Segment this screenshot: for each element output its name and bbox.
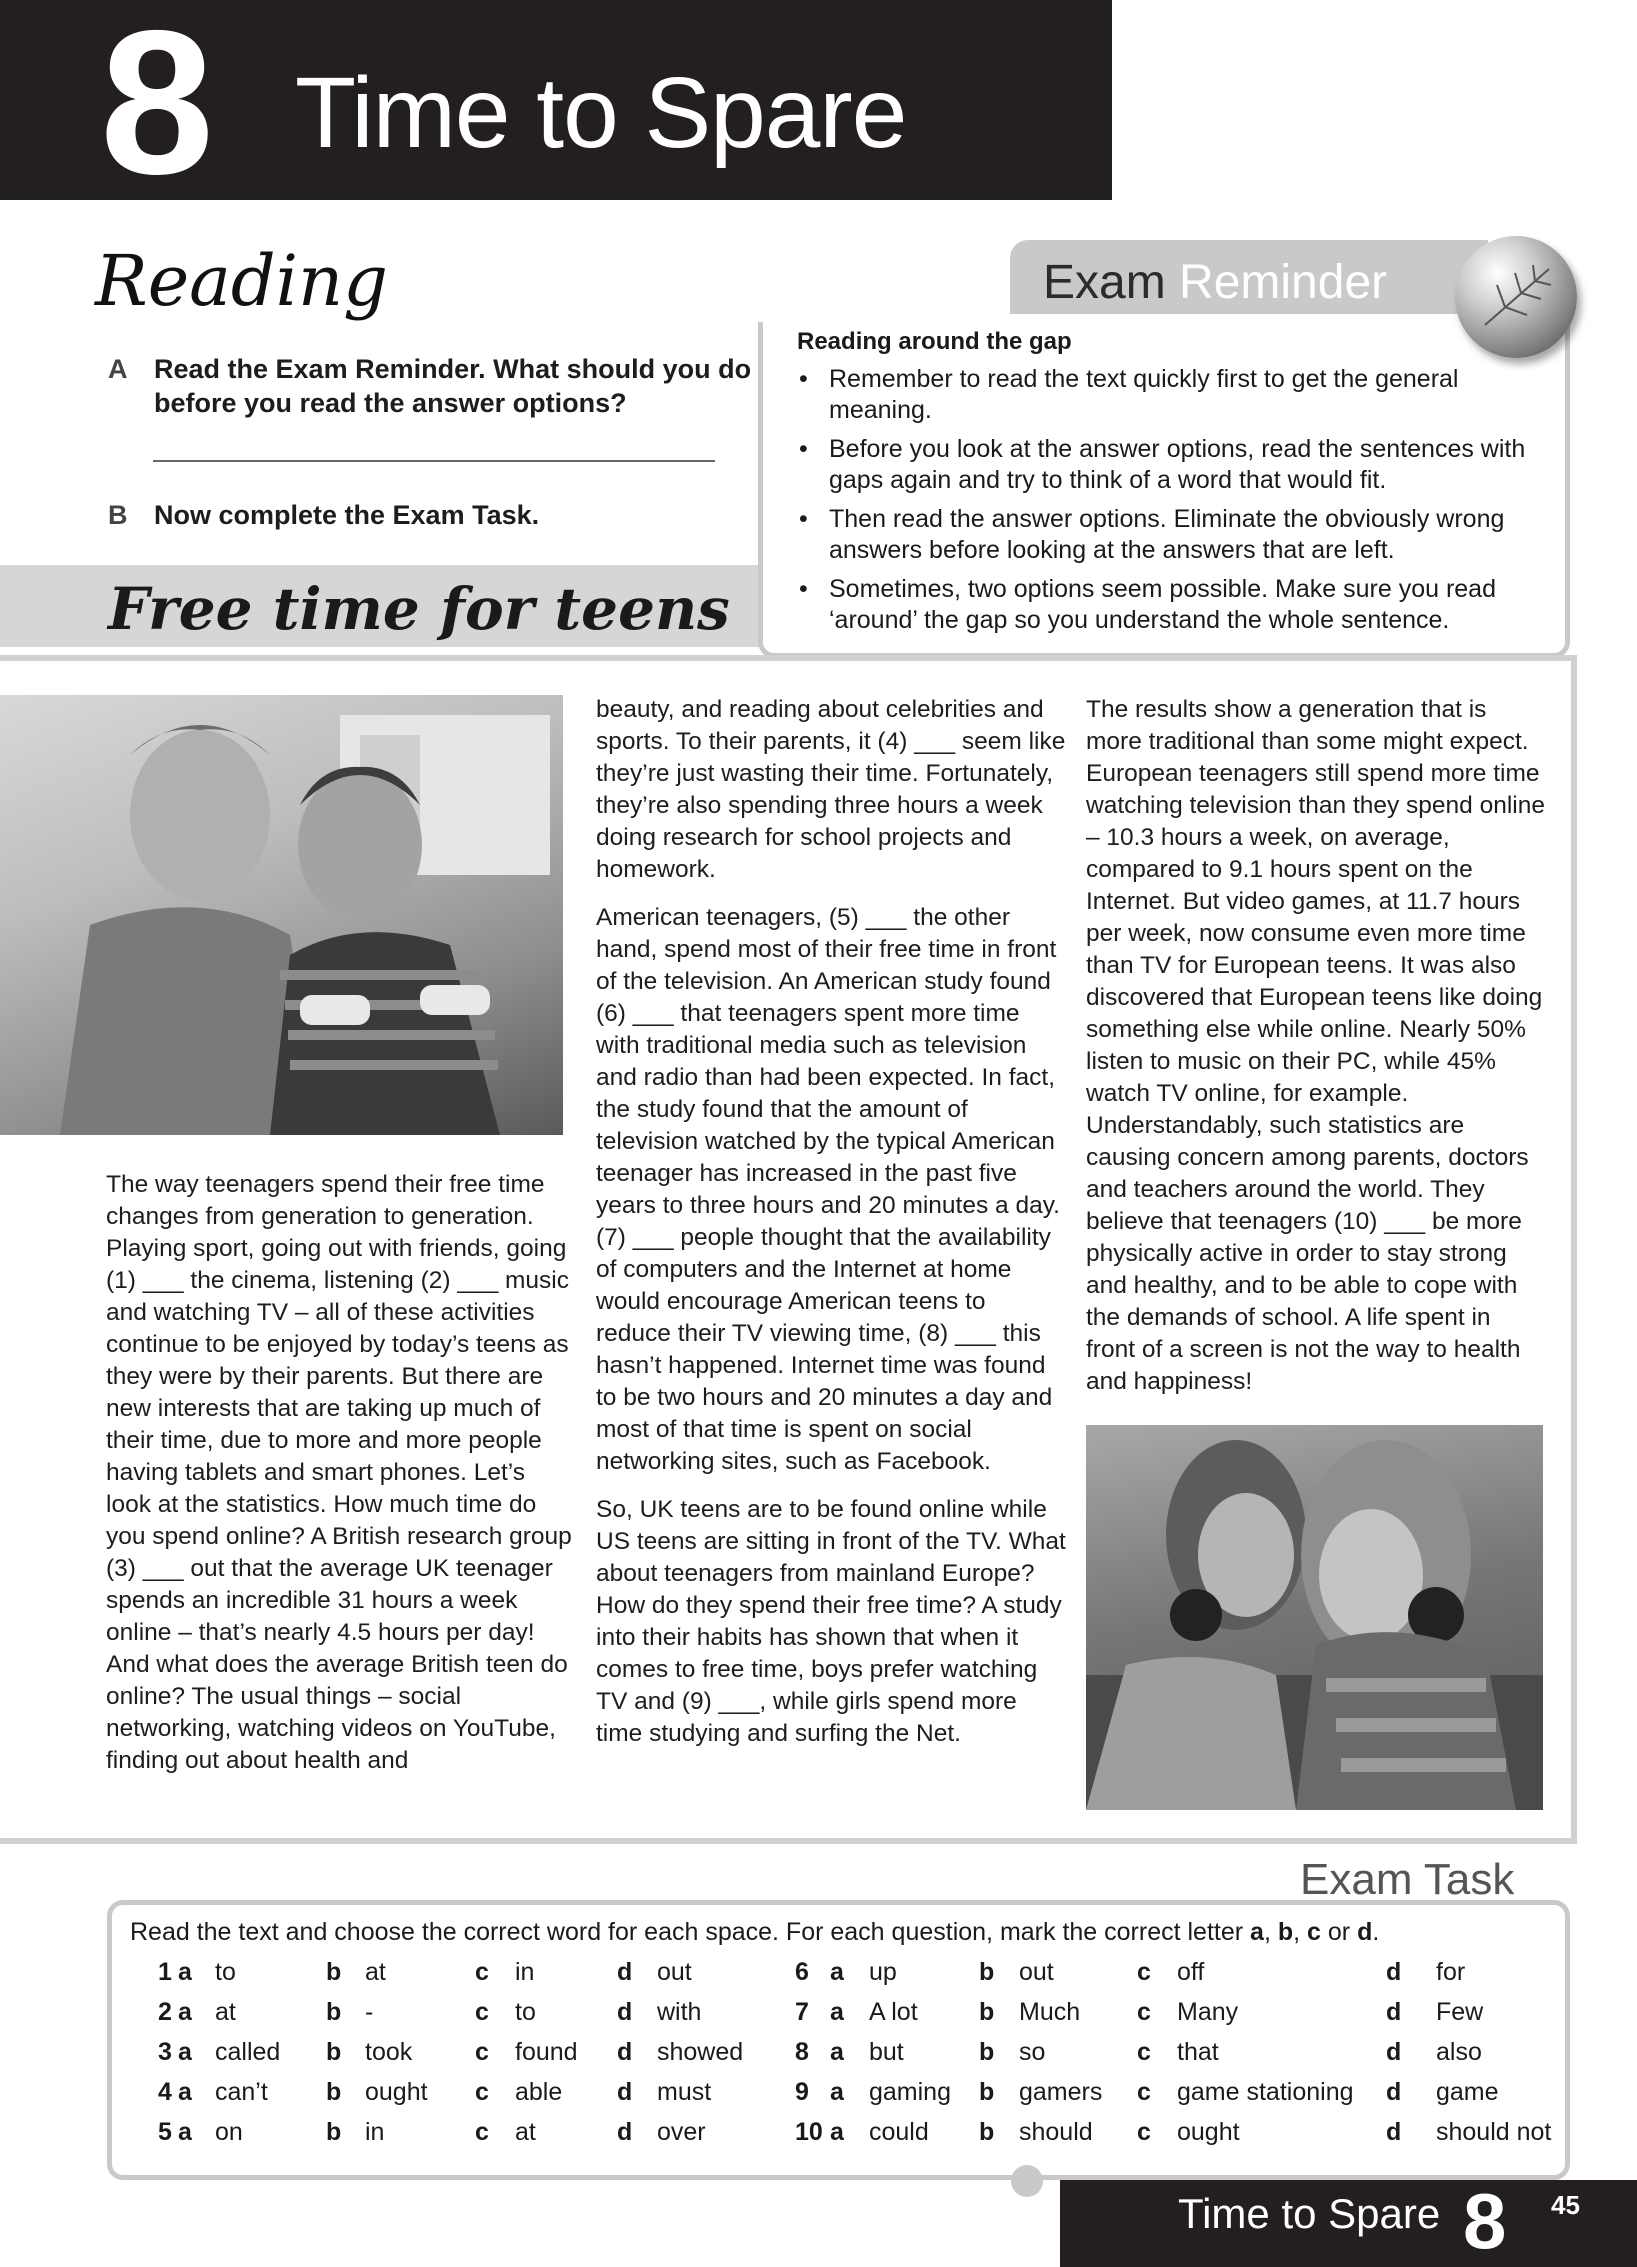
option-letter-a: a (178, 2078, 192, 2106)
option-letter-c: c (1137, 2038, 1151, 2066)
option-letter-a: a (178, 1958, 192, 1986)
article-column-3 (1086, 694, 1546, 1414)
option-letter-b: b (979, 2078, 995, 2106)
option-d[interactable]: also (1436, 2038, 1482, 2066)
task-box-dot (1011, 2165, 1043, 2197)
option-b[interactable]: out (1019, 1958, 1054, 1986)
option-d[interactable]: over (657, 2118, 706, 2146)
footer-title: Time to Spare (1178, 2190, 1441, 2237)
article-paragraph: American teenagers, (5) ___ the other hand, spend most of their free time in front of the television. An American study found (6) ___ that teenagers spent more time with traditional media such as television and radio than had been expected. In fact, the study found that the amount of television watched by the typical American teenager has increased in the past five years to three hours and 20 minutes a day. (7) ___ people thought that the availability of computers and the Internet at home would encourage American teens to reduce their TV viewing time, (8) ___ this hasn’t happened. Internet time was found to be two hours and 20 minutes a day and most of that time is spent on social networking sites, such as Facebook. (596, 904, 1060, 1475)
option-letter-d: d (1386, 2078, 1402, 2106)
exam-task-label: Exam Task (1300, 1855, 1515, 1904)
option-c[interactable]: off (1177, 1958, 1205, 1986)
exam-reminder-word1: Exam (1043, 256, 1166, 309)
exam-reminder-list (797, 364, 1547, 644)
option-a[interactable]: could (869, 2118, 929, 2146)
question-number: 4 (158, 2078, 172, 2106)
option-letter-b: b (979, 2118, 995, 2146)
article-paragraph: beauty, and reading about celebrities and sports. To their parents, it (4) ___ seem like they’re just wasting their time. Fortunately, they’re also spending three hours a week doing research for school projects and homework. (596, 696, 1066, 883)
option-letter-b: b (326, 1958, 342, 1986)
option-a[interactable]: at (215, 1998, 236, 2026)
option-a[interactable]: called (215, 2038, 281, 2066)
exam-reminder-bullet: • Then read the answer options. Eliminate the obviously wrong answers before looking at the answers that are left. (797, 504, 1547, 566)
page-number: 45 (1551, 2190, 1580, 2220)
exam-reminder-bullet: • Before you look at the answer options, read the sentences with gaps again and try to think of a word that would fit. (797, 434, 1547, 496)
question-number: 5 (158, 2118, 172, 2146)
article-title: Free time for teens (108, 575, 730, 643)
article-paragraph: The results show a generation that is more traditional than some might expect. European teenagers still spend more time watching television than they spend online – 10.3 hours a week, on average, compared to 9.1 hours spent on the Internet. But video games, at 11.7 hours per week, now consume even more time than TV for European teens. It was also discovered that European teens like doing something else while online. Nearly 50% listen to music on their PC, while 45% watch TV online, for example. Understandably, such statistics are causing concern among parents, doctors and teachers around the world. They believe that teenagers (10) ___ be more physically active in order to stay strong and healthy, and to be able to cope with the demands of school. A life spent in front of a screen is not the way to health and happiness! (1086, 696, 1546, 1395)
option-letter-b: b (979, 2038, 995, 2066)
option-d[interactable]: with (657, 1998, 702, 2026)
option-letter-b: b (326, 2118, 342, 2146)
option-d[interactable]: Few (1436, 1998, 1484, 2026)
option-letter-d: d (617, 2078, 633, 2106)
footer-unit-number: 8 (1463, 2177, 1507, 2265)
option-letter-d: d (1386, 2038, 1402, 2066)
option-letter-a: a (830, 2078, 844, 2106)
option-a[interactable]: gaming (869, 2078, 951, 2106)
option-b[interactable]: - (365, 1998, 374, 2026)
exam-reminder-bullet: • Sometimes, two options seem possible. Make sure you read ‘around’ the gap so you understand the whole sentence. (797, 574, 1547, 636)
exam-task-instruction-main: Read the text and choose the correct word for each space. For each question, mark the correct letter (130, 1918, 1251, 1946)
option-b[interactable]: gamers (1019, 2078, 1103, 2106)
exam-task-instruction-c: c (1307, 1918, 1321, 1946)
option-letter-b: b (979, 1958, 995, 1986)
option-b[interactable]: so (1019, 2038, 1046, 2066)
option-a[interactable]: on (215, 2118, 243, 2146)
article-paragraph: The way teenagers spend their free time changes from generation to generation. Playing sport, going out with friends, going (1) ___ the cinema, listening (2) ___ music and watching TV – all of these activities continue to be enjoyed by today’s teens as they were by their parents. But there are new interests that are taking up much of their time, due to more and more people having tablets and smart phones. Let’s look at the statistics. How much time do you spend online? A British research group (3) ___ out that the average UK teenager spends an incredible 31 hours a week online – that’s nearly 4.5 hours per day! And what does the average British teen do online? The usual things – social networking, watching videos on YouTube, finding out about health and (106, 1171, 572, 1774)
option-letter-a: a (178, 1998, 192, 2026)
option-b[interactable]: in (365, 2118, 385, 2146)
question-number: 6 (795, 1958, 809, 1986)
question-number: 10 (795, 2118, 823, 2146)
option-a[interactable]: up (869, 1958, 897, 1986)
option-letter-b: b (326, 1998, 342, 2026)
exam-reminder-word2: Reminder (1179, 256, 1388, 309)
option-c[interactable]: ought (1177, 2118, 1240, 2146)
option-letter-b: b (979, 1998, 995, 2026)
option-c[interactable]: at (515, 2118, 536, 2146)
option-b[interactable]: at (365, 1958, 386, 1986)
option-d[interactable]: out (657, 1958, 692, 1986)
option-d[interactable]: showed (657, 2038, 744, 2066)
option-letter-c: c (475, 1998, 489, 2026)
option-letter-a: a (830, 2038, 844, 2066)
option-d[interactable]: should not (1436, 2118, 1552, 2146)
option-d[interactable]: game (1436, 2078, 1499, 2106)
option-d[interactable]: must (657, 2078, 712, 2106)
option-letter-c: c (475, 1958, 489, 1986)
exam-reminder-bullet: • Remember to read the text quickly first to get the general meaning. (797, 364, 1547, 426)
option-d[interactable]: for (1436, 1958, 1466, 1986)
option-letter-c: c (1137, 1998, 1151, 2026)
unit-number: 8 (100, 0, 211, 217)
option-letter-a: a (830, 1998, 844, 2026)
exam-task-instruction-sep: , (1293, 1918, 1308, 1946)
option-c[interactable]: Many (1177, 1998, 1239, 2026)
option-a[interactable]: can’t (215, 2078, 268, 2106)
exam-task-instruction-b: b (1277, 1918, 1294, 1946)
option-letter-d: d (1386, 2118, 1402, 2146)
exam-task-instruction-a: a (1250, 1918, 1264, 1946)
article-paragraph: So, UK teens are to be found online while US teens are sitting in front of the TV. What about teenagers from mainland Europe? How do they spend their free time? A study into their habits has shown that when it comes to free time, boys prefer watching TV and (9) ___, while girls spend more time studying and surfing the Net. (596, 1496, 1066, 1747)
photo-girls-headphones (1086, 1425, 1543, 1810)
option-a[interactable]: A lot (869, 1998, 918, 2026)
exam-task-instruction-sep: , (1263, 1918, 1278, 1946)
option-letter-c: c (1137, 2118, 1151, 2146)
option-letter-c: c (475, 2118, 489, 2146)
exam-task-instruction-d: d (1357, 1918, 1373, 1946)
option-letter-a: a (178, 2118, 192, 2146)
option-b[interactable]: Much (1019, 1998, 1081, 2026)
instruction-b-letter: B (108, 500, 128, 530)
question-number: 2 (158, 1998, 172, 2026)
instruction-a-text: Read the Exam Reminder. What should you do before you read the answer options? (154, 354, 752, 418)
option-c[interactable]: to (515, 1998, 536, 2026)
option-letter-c: c (475, 2038, 489, 2066)
question-number: 1 (158, 1958, 172, 1986)
option-letter-d: d (1386, 1998, 1402, 2026)
option-a[interactable]: but (869, 2038, 904, 2066)
exam-task-instruction-end: . (1372, 1918, 1380, 1946)
option-letter-d: d (617, 1998, 633, 2026)
option-letter-c: c (1137, 1958, 1151, 1986)
leaf-vein-icon (1475, 255, 1559, 339)
option-letter-d: d (617, 2118, 633, 2146)
question-number: 7 (795, 1998, 809, 2026)
option-a[interactable]: to (215, 1958, 236, 1986)
reading-title: Reading (95, 240, 388, 322)
article-column-2 (596, 694, 1066, 1766)
option-letter-d: d (1386, 1958, 1402, 1986)
option-letter-a: a (830, 2118, 844, 2146)
option-c[interactable]: that (1177, 2038, 1219, 2066)
question-number: 3 (158, 2038, 172, 2066)
photo-boys-gaming (0, 695, 563, 1135)
unit-title: Time to Spare (295, 57, 907, 169)
exam-reminder-label (1043, 255, 1387, 311)
instruction-b-text: Now complete the Exam Task. (154, 500, 540, 530)
option-letter-c: c (1137, 2078, 1151, 2106)
option-b[interactable]: ought (365, 2078, 428, 2106)
exam-reminder-heading: Reading around the gap (797, 328, 1072, 355)
option-c[interactable]: game stationing (1177, 2078, 1354, 2106)
option-c[interactable]: in (515, 1958, 535, 1986)
question-number: 8 (795, 2038, 809, 2066)
question-number: 9 (795, 2078, 809, 2106)
answer-line[interactable] (153, 460, 715, 462)
option-b[interactable]: should (1019, 2118, 1093, 2146)
exam-task-instruction (130, 1918, 1379, 1947)
option-c[interactable]: able (515, 2078, 563, 2106)
option-b[interactable]: took (365, 2038, 413, 2066)
option-letter-b: b (326, 2078, 342, 2106)
exam-task-instruction-or: or (1320, 1918, 1358, 1946)
option-letter-c: c (475, 2078, 489, 2106)
article-column-1 (106, 1169, 576, 1793)
option-letter-d: d (617, 2038, 633, 2066)
option-c[interactable]: found (515, 2038, 578, 2066)
instruction-a-letter: A (108, 354, 128, 384)
option-letter-b: b (326, 2038, 342, 2066)
option-letter-a: a (178, 2038, 192, 2066)
option-letter-d: d (617, 1958, 633, 1986)
option-letter-a: a (830, 1958, 844, 1986)
